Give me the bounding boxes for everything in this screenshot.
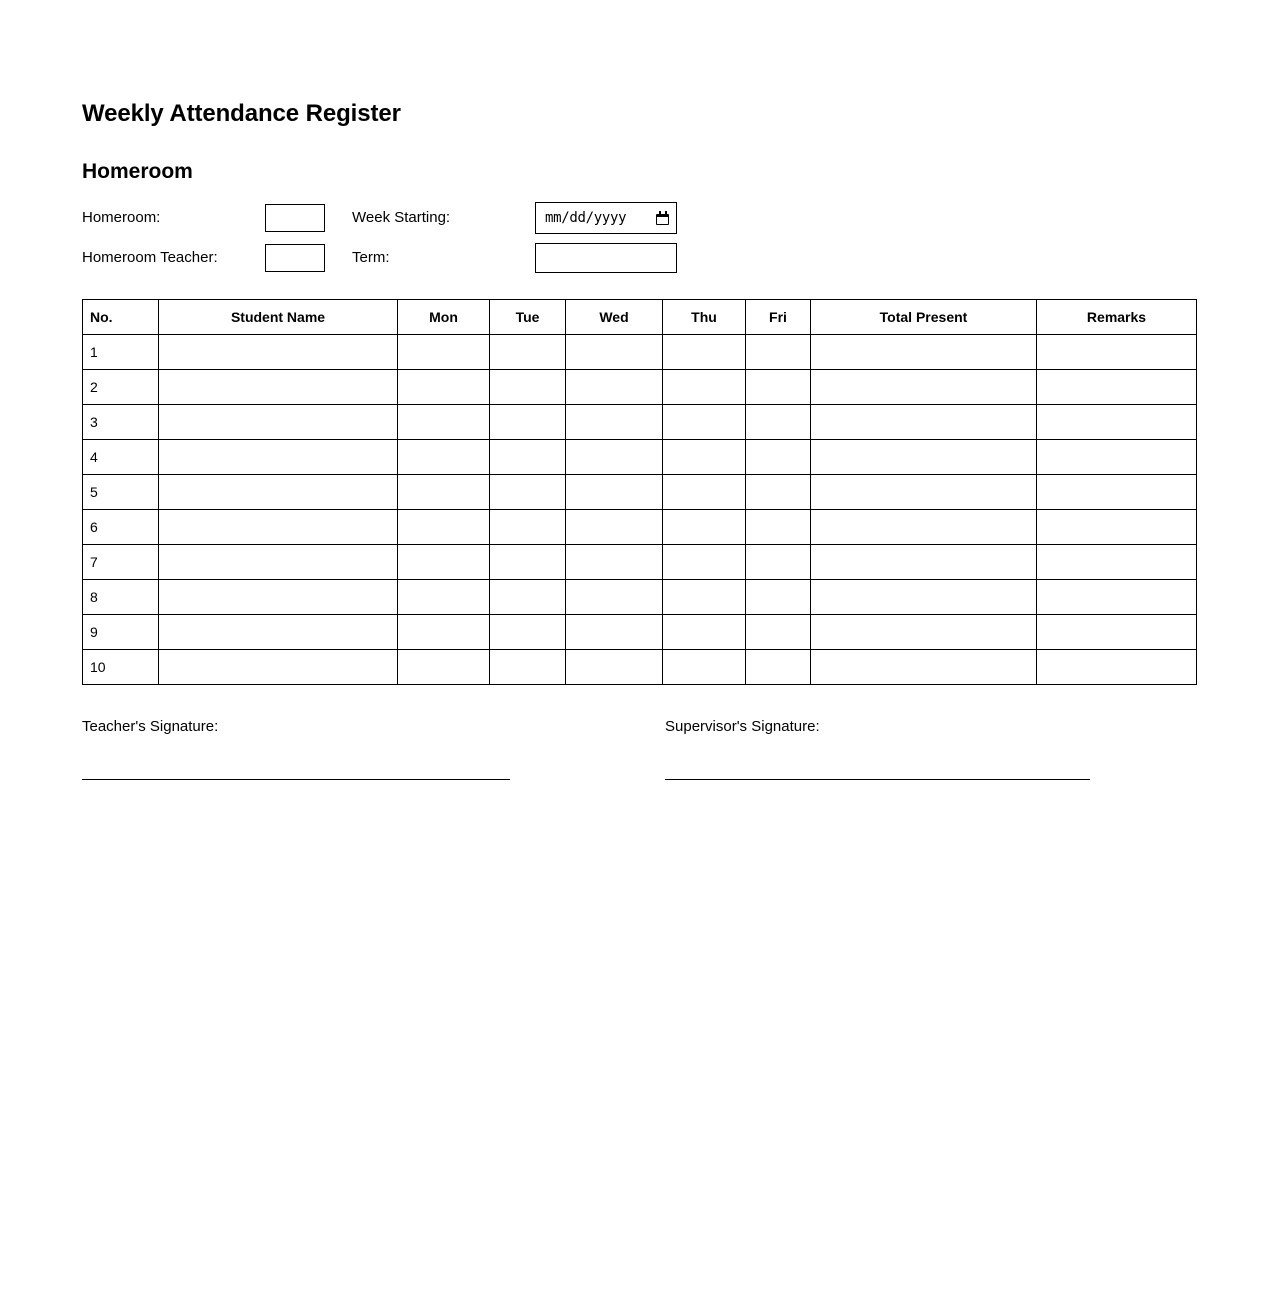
table-row [83, 509, 1197, 544]
teacher-signature-label: Teacher's Signature: [82, 717, 219, 735]
cell-thu[interactable] [663, 439, 746, 474]
table-row [83, 334, 1197, 369]
teacher-signature-block [82, 718, 665, 780]
cell-remarks[interactable] [1037, 614, 1197, 649]
homeroom-teacher-label: Homeroom Teacher: [82, 248, 218, 266]
cell-no: 5 [83, 474, 159, 509]
cell-remarks[interactable] [1037, 439, 1197, 474]
cell-mon[interactable] [398, 369, 490, 404]
cell-wed[interactable] [566, 334, 663, 369]
cell-fri[interactable] [746, 509, 811, 544]
week-starting-label: Week Starting: [352, 208, 451, 226]
date-placeholder-text: mm/dd/yyyy [545, 209, 627, 226]
cell-mon[interactable] [398, 544, 490, 579]
cell-thu[interactable] [663, 579, 746, 614]
supervisor-signature-block [665, 718, 1095, 780]
column-header-total-present: Total Present [811, 299, 1037, 334]
cell-remarks[interactable] [1037, 509, 1197, 544]
cell-thu[interactable] [663, 474, 746, 509]
supervisor-signature-line[interactable] [665, 779, 1090, 780]
table-row [83, 369, 1197, 404]
term-input[interactable] [535, 243, 677, 273]
cell-mon[interactable] [398, 579, 490, 614]
column-header-fri: Fri [746, 299, 811, 334]
table-row [83, 474, 1197, 509]
cell-tue[interactable] [490, 579, 566, 614]
column-header-remarks: Remarks [1037, 299, 1197, 334]
cell-wed[interactable] [566, 614, 663, 649]
cell-student-name[interactable] [159, 614, 398, 649]
cell-wed[interactable] [566, 544, 663, 579]
cell-tue[interactable] [490, 474, 566, 509]
attendance-table-body [83, 334, 1197, 684]
cell-thu[interactable] [663, 614, 746, 649]
column-header-no: No. [83, 299, 159, 334]
cell-no: 6 [83, 509, 159, 544]
cell-remarks[interactable] [1037, 369, 1197, 404]
cell-total-present[interactable] [811, 334, 1037, 369]
cell-mon[interactable] [398, 439, 490, 474]
cell-student-name[interactable] [159, 474, 398, 509]
meta-row-homeroom [82, 198, 1197, 238]
cell-student-name[interactable] [159, 404, 398, 439]
cell-no: 10 [83, 649, 159, 684]
cell-thu[interactable] [663, 649, 746, 684]
week-starting-date-input[interactable] [535, 202, 677, 234]
cell-total-present[interactable] [811, 474, 1037, 509]
cell-total-present[interactable] [811, 509, 1037, 544]
calendar-icon[interactable] [656, 211, 669, 225]
cell-total-present[interactable] [811, 579, 1037, 614]
meta-row-teacher [82, 238, 1197, 278]
cell-student-name[interactable] [159, 334, 398, 369]
cell-fri[interactable] [746, 614, 811, 649]
cell-wed[interactable] [566, 579, 663, 614]
cell-tue[interactable] [490, 649, 566, 684]
cell-total-present[interactable] [811, 404, 1037, 439]
supervisor-signature-label: Supervisor's Signature: [665, 717, 820, 735]
cell-thu[interactable] [663, 509, 746, 544]
table-row [83, 649, 1197, 684]
cell-no: 2 [83, 369, 159, 404]
cell-student-name[interactable] [159, 649, 398, 684]
cell-tue[interactable] [490, 334, 566, 369]
cell-remarks[interactable] [1037, 334, 1197, 369]
homeroom-label: Homeroom: [82, 208, 161, 226]
document-page [82, 0, 1197, 780]
cell-student-name[interactable] [159, 369, 398, 404]
cell-no: 1 [83, 334, 159, 369]
section-title: Homeroom [82, 159, 193, 183]
cell-no: 3 [83, 404, 159, 439]
cell-tue[interactable] [490, 369, 566, 404]
cell-student-name[interactable] [159, 579, 398, 614]
cell-fri[interactable] [746, 334, 811, 369]
cell-no: 4 [83, 439, 159, 474]
cell-mon[interactable] [398, 509, 490, 544]
cell-thu[interactable] [663, 334, 746, 369]
column-header-wed: Wed [566, 299, 663, 334]
cell-total-present[interactable] [811, 369, 1037, 404]
cell-total-present[interactable] [811, 614, 1037, 649]
table-row [83, 439, 1197, 474]
column-header-thu: Thu [663, 299, 746, 334]
cell-student-name[interactable] [159, 544, 398, 579]
cell-fri[interactable] [746, 579, 811, 614]
cell-fri[interactable] [746, 369, 811, 404]
cell-tue[interactable] [490, 439, 566, 474]
cell-tue[interactable] [490, 509, 566, 544]
homeroom-teacher-input[interactable] [265, 244, 325, 272]
table-row [83, 579, 1197, 614]
cell-fri[interactable] [746, 404, 811, 439]
cell-total-present[interactable] [811, 439, 1037, 474]
cell-no: 8 [83, 579, 159, 614]
cell-wed[interactable] [566, 649, 663, 684]
cell-thu[interactable] [663, 369, 746, 404]
attendance-table [82, 299, 1197, 685]
cell-fri[interactable] [746, 474, 811, 509]
homeroom-input[interactable] [265, 204, 325, 232]
cell-wed[interactable] [566, 369, 663, 404]
cell-tue[interactable] [490, 544, 566, 579]
cell-remarks[interactable] [1037, 404, 1197, 439]
cell-fri[interactable] [746, 544, 811, 579]
cell-wed[interactable] [566, 439, 663, 474]
column-header-tue: Tue [490, 299, 566, 334]
cell-fri[interactable] [746, 439, 811, 474]
cell-remarks[interactable] [1037, 579, 1197, 614]
teacher-signature-line[interactable] [82, 779, 510, 780]
cell-mon[interactable] [398, 649, 490, 684]
cell-tue[interactable] [490, 404, 566, 439]
cell-wed[interactable] [566, 474, 663, 509]
cell-fri[interactable] [746, 649, 811, 684]
column-header-mon: Mon [398, 299, 490, 334]
cell-wed[interactable] [566, 509, 663, 544]
term-label: Term: [352, 248, 390, 266]
cell-mon[interactable] [398, 334, 490, 369]
cell-mon[interactable] [398, 614, 490, 649]
cell-total-present[interactable] [811, 544, 1037, 579]
cell-no: 7 [83, 544, 159, 579]
table-row [83, 614, 1197, 649]
cell-remarks[interactable] [1037, 544, 1197, 579]
cell-mon[interactable] [398, 404, 490, 439]
table-row [83, 544, 1197, 579]
cell-remarks[interactable] [1037, 474, 1197, 509]
cell-thu[interactable] [663, 404, 746, 439]
cell-remarks[interactable] [1037, 649, 1197, 684]
cell-total-present[interactable] [811, 649, 1037, 684]
page-title: Weekly Attendance Register [82, 100, 401, 127]
cell-mon[interactable] [398, 474, 490, 509]
cell-student-name[interactable] [159, 509, 398, 544]
cell-student-name[interactable] [159, 439, 398, 474]
column-header-student-name: Student Name [159, 299, 398, 334]
cell-tue[interactable] [490, 614, 566, 649]
cell-wed[interactable] [566, 404, 663, 439]
table-header-row [83, 299, 1197, 334]
table-row [83, 404, 1197, 439]
cell-thu[interactable] [663, 544, 746, 579]
meta-form [82, 198, 1197, 278]
signature-section [82, 718, 1197, 780]
cell-no: 9 [83, 614, 159, 649]
